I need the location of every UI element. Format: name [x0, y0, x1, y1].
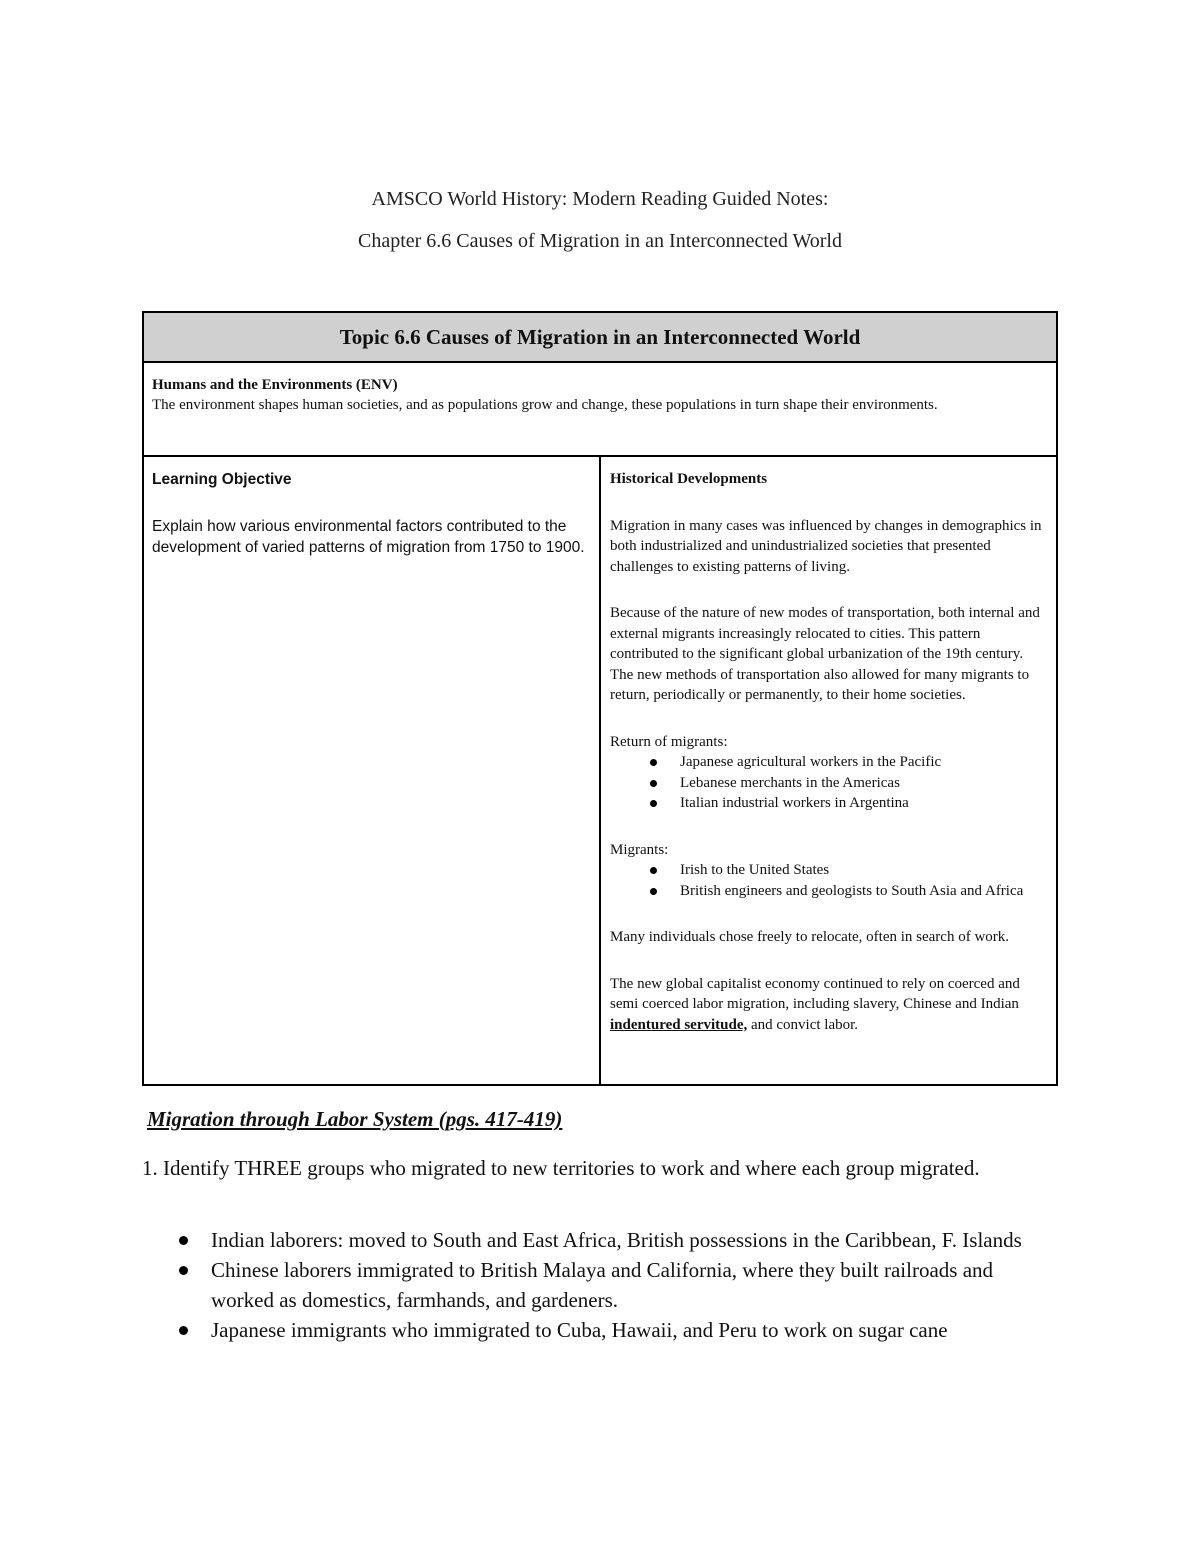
document-subtitle: Chapter 6.6 Causes of Migration in an Interconnected World	[357, 230, 842, 252]
development-paragraph: Because of the nature of new modes of transportation, both internal and external migrants increasingly relocated to cities. This pattern contributed to the significant global urbanization of the 19th century. The new methods of transportation also allowed for many migrants to return, periodically or permanently, to their home societies.	[610, 605, 1040, 703]
answer-item: Indian laborers: moved to South and East Africa, British possessions in the Caribbean, F. Islands	[211, 1225, 1061, 1255]
development-paragraph	[610, 974, 1048, 1036]
historical-developments-label: Historical Developments	[610, 471, 768, 487]
list-item: Lebanese merchants in the Americas	[680, 773, 1048, 794]
development-paragraph: Migration in many cases was influenced by changes in demographics in both industrialized and unindustrialized societies that presented challenges to existing patterns of living.	[610, 517, 1042, 575]
answer-list	[211, 1225, 1061, 1345]
migrants-list	[610, 860, 1048, 901]
theme-title: Humans and the Environments (ENV)	[152, 377, 398, 393]
list-item: Irish to the United States	[680, 860, 1048, 881]
theme-text: The environment shapes human societies, and as populations grow and change, these populations in turn shape their environments.	[152, 397, 938, 413]
return-of-migrants-label: Return of migrants:	[610, 733, 728, 750]
migrants-label: Migrants:	[610, 841, 669, 858]
learning-objective-text: Explain how various environmental factors contributed to the development of varied patterns of migration from 1750 to 1900.	[152, 518, 585, 556]
question-text: 1. Identify THREE groups who migrated to new territories to work and where each group migrated.	[142, 1156, 980, 1180]
answer-item: Japanese immigrants who immigrated to Cuba, Hawaii, and Peru to work on sugar cane	[211, 1315, 1061, 1345]
historical-developments-cell	[600, 456, 1057, 1085]
answer-item: Chinese laborers immigrated to British Malaya and California, where they built railroads and worked as domestics, farmhands, and gardeners.	[211, 1255, 1061, 1315]
list-item: Japanese agricultural workers in the Pacific	[680, 752, 1048, 773]
indentured-servitude-term: indentured servitude,	[610, 1016, 748, 1033]
list-item: British engineers and geologists to South Asia and Africa	[680, 881, 1048, 902]
section-title: Migration through Labor System (pgs. 417-419)	[147, 1107, 563, 1131]
return-of-migrants-list	[610, 752, 1048, 814]
paragraph-text: and convict labor.	[747, 1016, 859, 1033]
list-item: Italian industrial workers in Argentina	[680, 793, 1048, 814]
paragraph-text: The new global capitalist economy continued to rely on coerced and semi coerced labor migration, including slavery, Chinese and Indian	[610, 975, 1020, 1012]
development-paragraph: Many individuals chose freely to relocate, often in search of work.	[610, 929, 1010, 945]
theme-cell	[143, 362, 1057, 456]
learning-objective-cell	[143, 456, 600, 1085]
topic-table	[142, 311, 1058, 1086]
learning-objective-label: Learning Objective	[152, 471, 292, 488]
document-title: AMSCO World History: Modern Reading Guided Notes:	[371, 188, 829, 210]
topic-heading: Topic 6.6 Causes of Migration in an Interconnected World	[143, 312, 1057, 362]
